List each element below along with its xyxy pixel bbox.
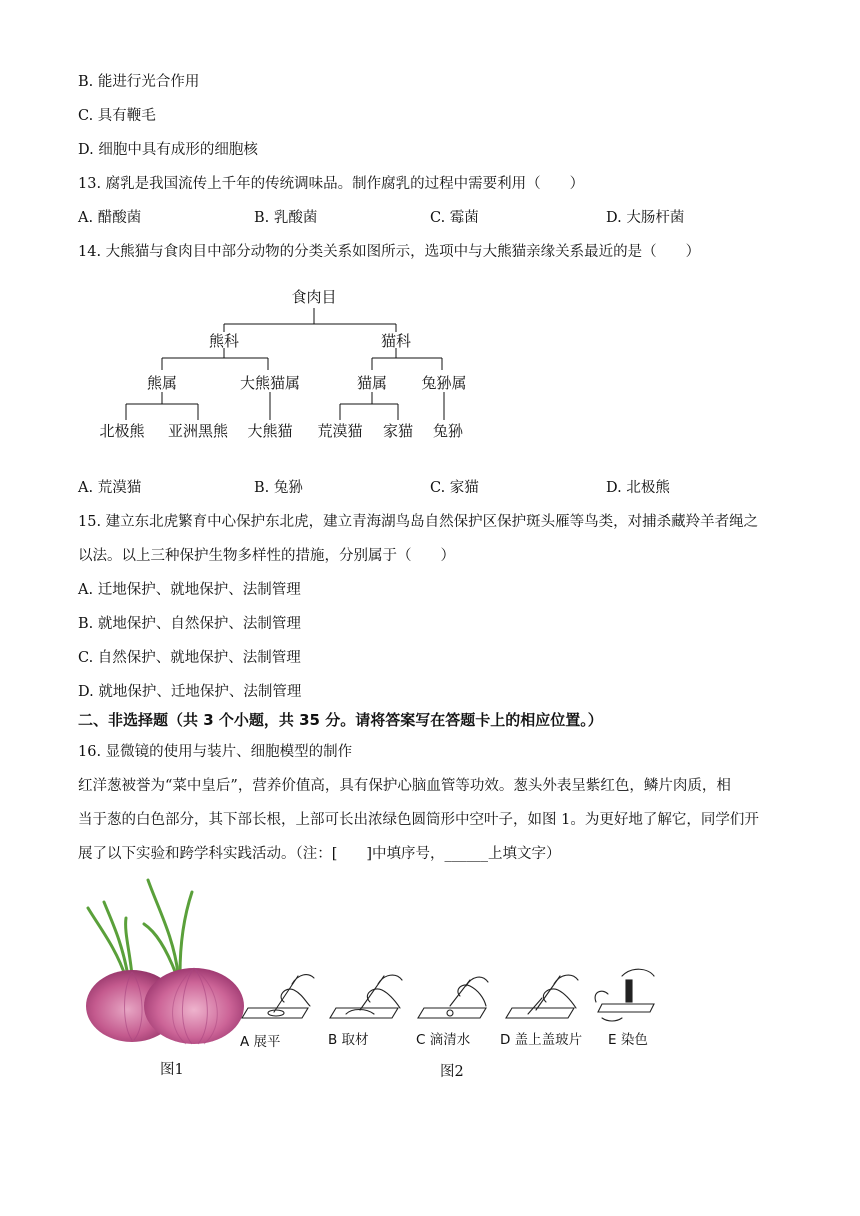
q14-option-b: B. 兔狲 <box>254 480 303 496</box>
step-d-hand-illustration <box>506 975 578 1018</box>
q15-option-d: D. 就地保护、迁地保护、法制管理 <box>78 684 302 700</box>
tree-node-family-cat: 猫科 <box>380 332 412 350</box>
q13-option-d: D. 大肠杆菌 <box>606 210 685 226</box>
tree-node-species-domestic-cat: 家猫 <box>382 422 414 440</box>
figure-1-caption: 图1 <box>160 1062 184 1078</box>
tree-node-genus-felis: 猫属 <box>356 374 388 392</box>
q13-stem: 13. 腐乳是我国流传上千年的传统调味品。制作腐乳的过程中需要利用（ ） <box>78 176 585 192</box>
q16-paragraph-line-3: 展了以下实验和跨学科实践活动。（注：[ ]中填序号，______上填文字） <box>78 846 561 862</box>
tree-node-species-polar-bear: 北极熊 <box>99 422 145 440</box>
red-onion-image <box>82 878 248 1046</box>
tree-node-species-asian-black-bear: 亚洲黑熊 <box>167 422 229 440</box>
q15-option-a: A. 迁地保护、就地保护、法制管理 <box>78 582 301 598</box>
q15-stem-line-1: 15. 建立东北虎繁育中心保护东北虎，建立青海湖鸟岛自然保护区保护斑头雁等鸟类，对捕杀藏羚羊者绳之 <box>78 514 759 530</box>
step-a-hand-illustration <box>242 975 314 1018</box>
q16-paragraph-line-1: 红洋葱被誉为“菜中皇后”，营养价值高，具有保护心脑血管等功效。葱头外表呈紫红色，鳞片肉质，相 <box>78 778 731 794</box>
step-e-label: E 染色 <box>608 1032 648 1048</box>
step-c-label: C 滴清水 <box>416 1032 471 1048</box>
classification-tree-diagram <box>80 280 500 450</box>
q14-stem: 14. 大熊猫与食肉目中部分动物的分类关系如图所示，选项中与大熊猫亲缘关系最近的是（ ） <box>78 244 701 260</box>
q16-paragraph-line-2: 当于葱的白色部分，其下部长根，上部可长出浓绿色圆筒形中空叶子，如图 1。为更好地了解它，同学们开 <box>78 812 759 828</box>
q12-option-c: C. 具有鞭毛 <box>78 108 156 124</box>
tree-node-species-pallas-cat: 兔狲 <box>432 422 464 440</box>
q13-option-b: B. 乳酸菌 <box>254 210 318 226</box>
tree-node-order: 食肉目 <box>291 288 337 306</box>
tree-node-family-bear: 熊科 <box>208 332 240 350</box>
q13-option-a: A. 醋酸菌 <box>78 210 142 226</box>
tree-node-species-desert-cat: 荒漠猫 <box>317 422 363 440</box>
tree-node-genus-ailuropoda: 大熊猫属 <box>239 374 301 392</box>
step-a-label: A 展平 <box>240 1034 281 1050</box>
q12-option-b: B. 能进行光合作用 <box>78 74 200 90</box>
tree-node-genus-otocolobus: 兔狲属 <box>421 374 467 392</box>
q13-option-c: C. 霉菌 <box>430 210 479 226</box>
step-c-hand-illustration <box>418 977 488 1018</box>
q14-option-c: C. 家猫 <box>430 480 479 496</box>
section-2-heading: 二、非选择题（共 3 个小题，共 35 分。请将答案写在答题卡上的相应位置。） <box>78 711 603 729</box>
slide-preparation-steps-diagram <box>236 962 668 1052</box>
step-d-label: D 盖上盖玻片 <box>500 1032 583 1048</box>
q15-option-c: C. 自然保护、就地保护、法制管理 <box>78 650 301 666</box>
tree-node-genus-ursus: 熊属 <box>146 374 178 392</box>
q12-option-d: D. 细胞中具有成形的细胞核 <box>78 142 258 158</box>
step-e-hand-illustration <box>595 969 654 1021</box>
figure-2-caption: 图2 <box>440 1064 464 1080</box>
q15-stem-line-2: 以法。以上三种保护生物多样性的措施，分别属于（ ） <box>78 548 455 564</box>
step-b-label: B 取材 <box>328 1032 369 1048</box>
step-b-hand-illustration <box>330 975 402 1018</box>
q14-option-a: A. 荒漠猫 <box>78 480 142 496</box>
q16-title: 16. 显微镜的使用与装片、细胞模型的制作 <box>78 744 353 760</box>
q15-option-b: B. 就地保护、自然保护、法制管理 <box>78 616 301 632</box>
q14-option-d: D. 北极熊 <box>606 480 670 496</box>
tree-node-species-giant-panda: 大熊猫 <box>247 422 293 440</box>
